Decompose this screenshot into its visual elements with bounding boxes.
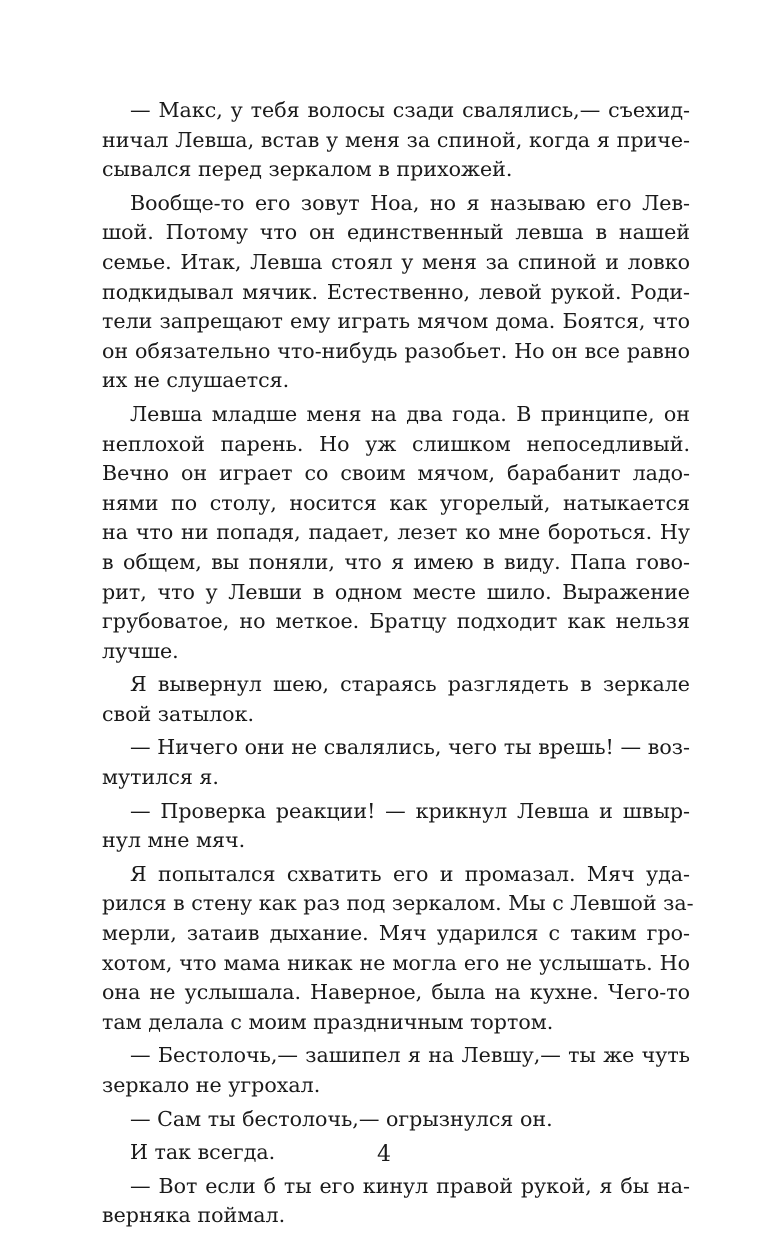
text-line: зеркало не угрохал.: [102, 1073, 321, 1097]
page-number: 4: [377, 1142, 391, 1167]
text-line: в общем, вы поняли, что я имею в виду. Папа гово-: [102, 549, 690, 574]
text-line: И так всегда.: [130, 1140, 276, 1165]
text-line: Вообще-то его зовут Ноа, но я называю его Лев-: [130, 190, 690, 215]
text-line: хотом, что мама никак не могла его не услышать. Но: [102, 950, 690, 975]
body-text: [102, 96, 694, 1231]
text-line: сывался перед зеркалом в прихожей.: [102, 157, 513, 182]
text-line: их не слушается.: [102, 368, 290, 393]
text-line: он обязательно что-нибудь разобьет. Но он все равно: [102, 338, 690, 363]
text-line: — Бестолочь,— зашипел я на Левшу,— ты же чуть: [130, 1043, 690, 1068]
text-line: верняка поймал.: [102, 1203, 286, 1228]
text-line: нул мне мяч.: [102, 828, 246, 853]
text-line: — Вот если б ты его кинул правой рукой, я бы на-: [130, 1173, 690, 1198]
text-line: семье. Итак, Левша стоял у меня за спиной и ловко: [102, 249, 690, 274]
text-line: на что ни попадя, падает, лезет ко мне бороться. Ну: [102, 520, 690, 545]
paragraph: [102, 1172, 690, 1231]
paragraph: [102, 96, 690, 185]
text-line: она не услышала. Наверное, была на кухне. Чего-то: [102, 980, 690, 1005]
paragraph: [102, 670, 690, 729]
text-line: подкидывал мячик. Естественно, левой рукой. Роди-: [102, 279, 690, 304]
text-line: — Сам ты бестолочь,— огрызнулся он.: [130, 1106, 553, 1131]
text-line: — Макс, у тебя волосы сзади свалялись,— съехид-: [130, 98, 690, 122]
text-line: Вечно он играет со своим мячом, барабанит ладо-: [102, 461, 690, 486]
paragraph: [102, 797, 690, 856]
text-line: там делала с моим праздничным тортом.: [102, 1009, 554, 1034]
text-line: рился в стену как раз под зеркалом. Мы с Левшой за-: [102, 891, 694, 916]
text-line: — Ничего они не свалялись, чего ты врешь! — воз-: [130, 735, 690, 760]
text-line: свой затылок.: [102, 701, 254, 726]
paragraph: [102, 400, 690, 666]
paragraph: [102, 860, 694, 1038]
text-line: тели запрещают ему играть мячом дома. Боятся, что: [102, 309, 690, 334]
text-line: Я вывернул шею, стараясь разглядеть в зеркале: [130, 672, 690, 697]
text-line: неплохой парень. Но уж слишком непоседливый.: [102, 431, 690, 456]
text-line: нями по столу, носится как угорелый, натыкается: [102, 490, 690, 515]
paragraph: [102, 189, 690, 396]
text-line: Левша младше меня на два года. В принципе, он: [130, 401, 690, 426]
paragraph: [102, 733, 690, 792]
text-line: ничал Левша, встав у меня за спиной, когда я приче-: [102, 127, 690, 152]
text-line: — Проверка реакции! — крикнул Левша и швыр-: [130, 798, 690, 823]
paragraph: [102, 1041, 690, 1100]
text-line: мерли, затаив дыхание. Мяч ударился с таким гро-: [102, 921, 690, 946]
text-line: мутился я.: [102, 765, 219, 790]
text-line: шой. Потому что он единственный левша в нашей: [102, 220, 690, 245]
text-line: рит, что у Левши в одном месте шило. Выражение: [102, 579, 690, 604]
text-line: Я попытался схватить его и промазал. Мяч уда-: [130, 861, 690, 886]
paragraph: [102, 1105, 690, 1135]
text-line: грубоватое, но меткое. Братцу подходит как нельзя: [102, 609, 690, 634]
text-line: лучше.: [102, 638, 179, 663]
